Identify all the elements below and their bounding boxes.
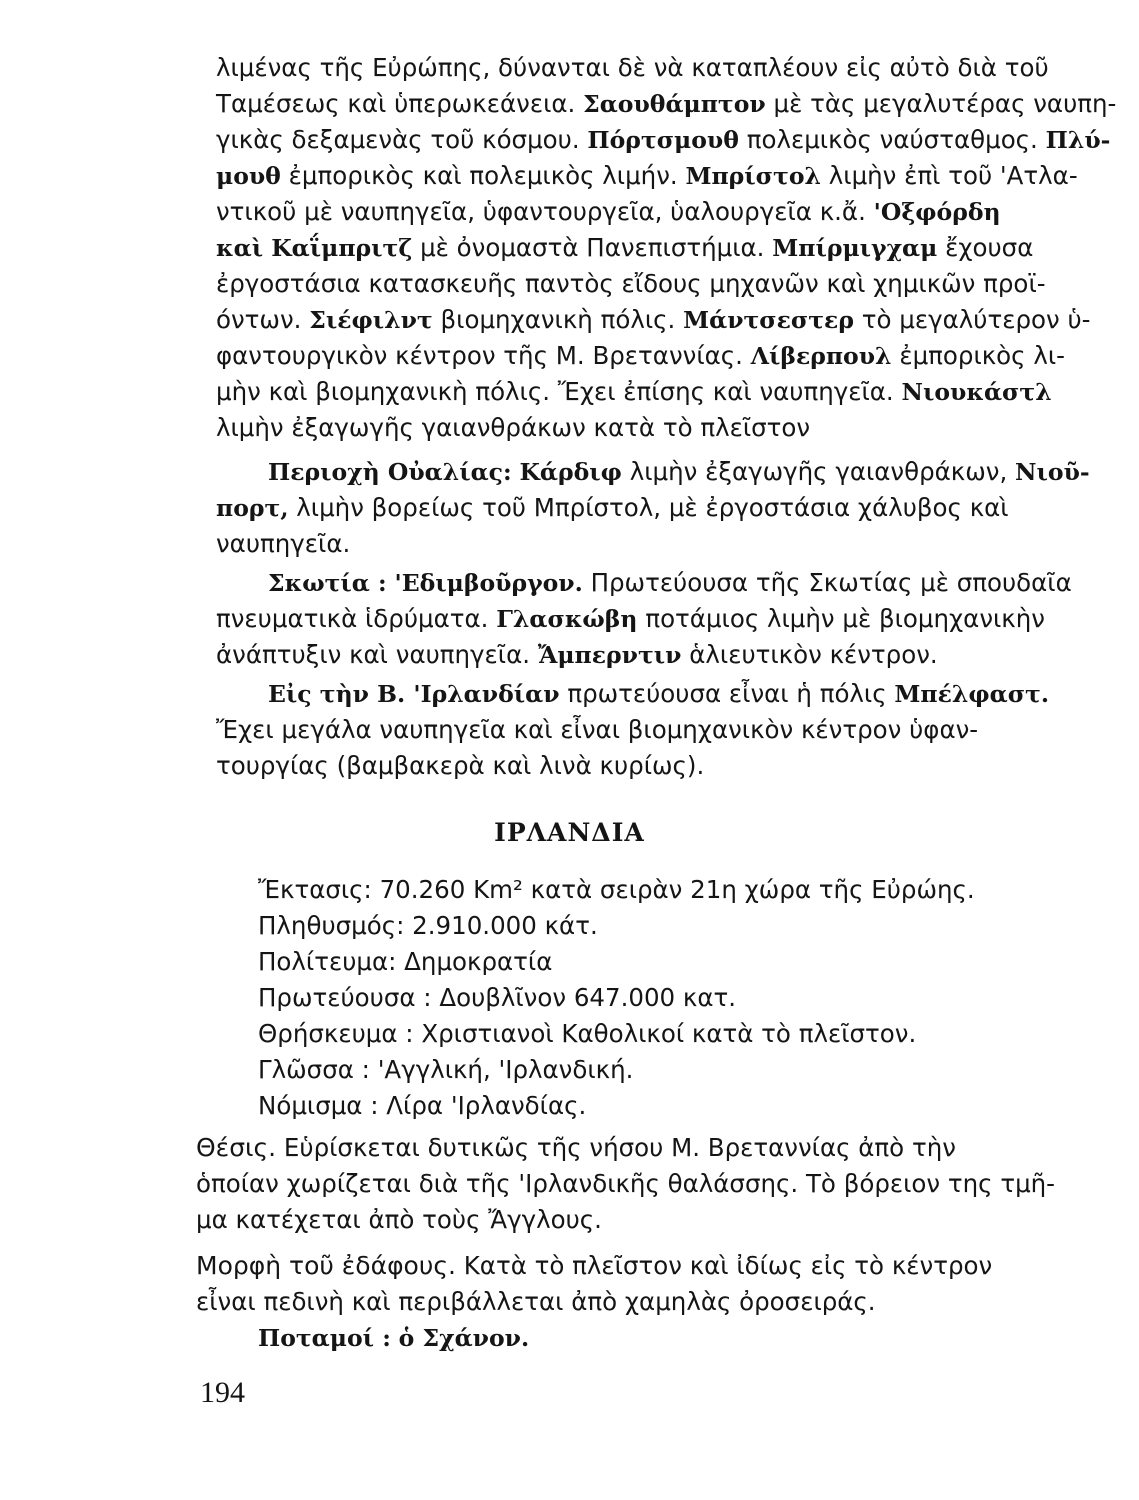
text-line: ντικοῦ μὲ ναυπηγεῖα, ὑφαντουργεῖα, ὑαλουργεῖα κ.ἄ. 'Οξφόρδη: [216, 197, 1001, 226]
text-line: καὶ Καΐμπριτζ μὲ ὀνομαστὰ Πανεπιστήμια. Μπίρμιγχαμ ἔχουσα: [216, 233, 1034, 262]
region-name: Σκωτία :: [268, 569, 387, 597]
text-line: λιμένας τῆς Εὐρώπης, δύνανται δὲ νὰ καταπλέουν εἰς αὐτὸ διὰ τοῦ: [216, 53, 1049, 82]
place-name: Μάντσεστερ: [683, 306, 854, 334]
fact-area: Ἔκτασις: 70.260 Km² κατὰ σειρὰν 21η χώρα τῆς Εὐρώης.: [258, 875, 975, 904]
text-line: όντων. Σιέφιλντ βιομηχανικὴ πόλις. Μάντσεστερ τὸ μεγαλύτερον ὑ-: [216, 305, 1091, 334]
place-name: Πλύ-: [1045, 126, 1111, 154]
place-name: Κάρδιφ: [519, 458, 622, 486]
place-name: Σιέφιλντ: [309, 306, 433, 334]
place-name: πορτ,: [216, 494, 289, 522]
section-label: Μορφὴ τοῦ ἐδάφους.: [196, 1251, 456, 1280]
fact-government: Πολίτευμα: Δημοκρατία: [258, 947, 553, 976]
text-line: Περιοχὴ Οὐαλίας: Κάρδιφ λιμὴν ἐξαγωγῆς γαιανθράκων, Νιοῦ-: [268, 457, 1090, 486]
fact-language: Γλῶσσα : 'Αγγλική, 'Ιρλανδική.: [258, 1055, 634, 1084]
text-line: πνευματικὰ ἱδρύματα. Γλασκώβη ποτάμιος λιμὴν μὲ βιομηχανικὴν: [216, 604, 1045, 633]
fact-currency: Νόμισμα : Λίρα 'Ιρλανδίας.: [258, 1091, 587, 1120]
text-line: Μορφὴ τοῦ ἐδάφους. Κατὰ τὸ πλεῖστον καὶ ἰδίως εἰς τὸ κέντρον: [196, 1251, 993, 1280]
place-name: Γλασκώβη: [496, 605, 638, 633]
text-line: ἐργοστάσια κατασκευῆς παντὸς εἴδους μηχανῶν καὶ χημικῶν προϊ-: [216, 269, 1046, 298]
page-number: 194: [200, 1376, 245, 1409]
text-line: Ἔχει μεγάλα ναυπηγεῖα καὶ εἶναι βιομηχανικὸν κέντρον ὑφαν-: [216, 715, 979, 744]
place-name: Νιουκάστλ: [901, 378, 1052, 406]
text-line: [258, 1320, 529, 1356]
text-line: γικὰς δεξαμενὰς τοῦ κόσμου. Πόρτσμουθ πολεμικὸς ναύσταθμος. Πλύ-: [216, 125, 1111, 154]
text-line: Σκωτία : 'Εδιμβοῦργον. Πρωτεύουσα τῆς Σκωτίας μὲ σπουδαῖα: [268, 568, 1072, 597]
text-line: τουργίας (βαμβακερὰ καὶ λινὰ κυρίως).: [216, 751, 705, 780]
text-line: ἀνάπτυξιν καὶ ναυπηγεῖα. Ἄμπερντιν ἁλιευτικὸν κέντρον.: [216, 640, 938, 669]
text-line: ναυπηγεῖα.: [216, 529, 351, 558]
place-name: Ἄμπερντιν: [537, 641, 682, 669]
place-name: Μπρίστολ: [685, 162, 821, 190]
section-heading: ΙΡΛΑΝΔΙΑ: [494, 818, 645, 847]
place-name: Νιοῦ-: [1015, 458, 1090, 486]
text-line: Ταμέσεως καὶ ὑπερωκεάνεια. Σαουθάμπτον μὲ τὰς μεγαλυτέρας ναυπη-: [216, 89, 1117, 118]
section-label: Ποταμοί :: [258, 1324, 391, 1352]
text-line: φαντουργικὸν κέντρον τῆς Μ. Βρεταννίας. Λίβερπουλ ἐμπορικὸς λι-: [216, 341, 1065, 370]
region-name: Περιοχὴ Οὐαλίας:: [268, 458, 512, 486]
place-name: Μπέλφαστ.: [894, 680, 1050, 708]
fact-capital: Πρωτεύουσα : Δουβλῖνον 647.000 κατ.: [258, 983, 737, 1012]
place-name: μουθ: [216, 162, 281, 190]
section-label: Θέσις.: [196, 1133, 277, 1162]
text-line: Εἰς τὴν Β. 'Ιρλανδίαν πρωτεύουσα εἶναι ἡ πόλις Μπέλφαστ.: [268, 679, 1050, 708]
text-line: Θέσις. Εὑρίσκεται δυτικῶς τῆς νήσου Μ. Βρεταννίας ἀπὸ τὴν: [196, 1133, 956, 1162]
place-name: Σαουθάμπτον: [583, 90, 766, 118]
text-line: ὁποίαν χωρίζεται διὰ τῆς 'Ιρλανδικῆς θαλάσσης. Τὸ βόρειον της τμῆ-: [196, 1169, 1056, 1198]
place-name: Λίβερπουλ: [750, 342, 892, 370]
text-line: μὴν καὶ βιομηχανικὴ πόλις. Ἔχει ἐπίσης καὶ ναυπηγεῖα. Νιουκάστλ: [216, 377, 1052, 406]
fact-religion: Θρήσκευμα : Χριστιανοὶ Καθολικοί κατὰ τὸ πλεῖστον.: [258, 1019, 917, 1048]
place-name: καὶ Καΐμπριτζ: [216, 234, 413, 262]
text-line: πορτ, λιμὴν βορείως τοῦ Μπρίστολ, μὲ ἐργοστάσια χάλυβος καὶ: [216, 493, 1009, 522]
text-line: εἶναι πεδινὴ καὶ περιβάλλεται ἀπὸ χαμηλὰς ὀροσειράς.: [196, 1287, 876, 1316]
place-name: Πόρτσμουθ: [587, 126, 739, 154]
text-line: μα κατέχεται ἀπὸ τοὺς Ἄγγλους.: [196, 1205, 602, 1234]
place-name: Μπίρμιγχαμ: [772, 234, 938, 262]
text-line: λιμὴν ἐξαγωγῆς γαιανθράκων κατὰ τὸ πλεῖστον: [216, 413, 811, 442]
place-name: 'Εδιμβοῦργον.: [394, 569, 583, 597]
region-name: Εἰς τὴν Β. 'Ιρλανδίαν: [268, 680, 560, 708]
river-name: ὁ Σχάνον.: [398, 1324, 530, 1352]
text-line: μουθ ἐμπορικὸς καὶ πολεμικὸς λιμήν. Μπρίστολ λιμὴν ἐπὶ τοῦ 'Ατλα-: [216, 161, 1078, 190]
place-name: 'Οξφόρδη: [873, 198, 1001, 226]
fact-population: Πληθυσμός: 2.910.000 κάτ.: [258, 911, 598, 940]
